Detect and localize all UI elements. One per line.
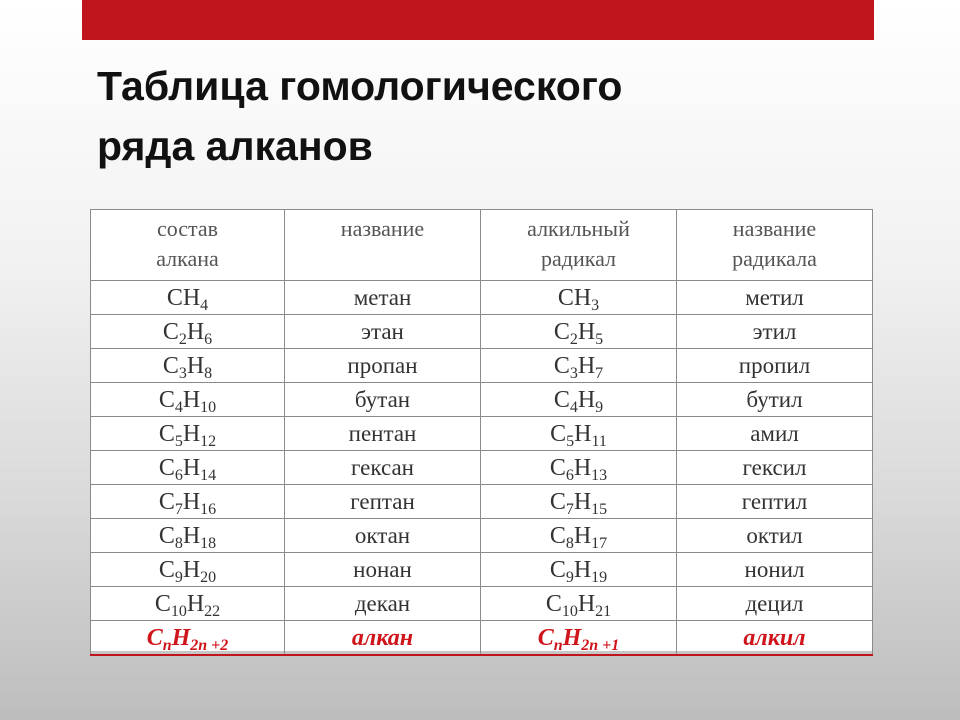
radical-formula-cell <box>481 451 677 485</box>
header-alkyl-radical <box>481 210 677 281</box>
table-row <box>91 485 873 519</box>
hydrogen-index: 7 <box>595 364 604 382</box>
chemical-formula: $C_{10}H_{22}$ <box>154 590 221 620</box>
header-line: радикала <box>732 246 817 271</box>
alkane-formula-cell <box>91 553 285 587</box>
alkane-name-cell: алкан <box>285 621 481 656</box>
alkane-name-cell: нонан <box>285 553 481 587</box>
chemical-formula: $C_6H_{14}$ <box>158 454 217 484</box>
radical-formula-cell <box>481 553 677 587</box>
table-row <box>91 417 873 451</box>
carbon-index: 2 <box>569 330 578 348</box>
general-formula-row <box>91 621 873 656</box>
table-row <box>91 281 873 315</box>
carbon-index: n <box>553 636 563 654</box>
title-line-2: ряда алканов <box>97 123 373 169</box>
carbon-index: 5 <box>566 432 575 450</box>
radical-name-cell: этил <box>677 315 873 349</box>
alkane-name-cell: бутан <box>285 383 481 417</box>
radical-formula-cell <box>481 417 677 451</box>
chemical-formula: $C_5H_{11}$ <box>550 420 607 450</box>
table-row <box>91 315 873 349</box>
hydrogen-index: 8 <box>204 364 213 382</box>
radical-name-cell: децил <box>677 587 873 621</box>
header-alkane-composition <box>91 210 285 281</box>
alkane-formula-cell <box>91 281 285 315</box>
hydrogen-index: 2n +1 <box>581 636 620 654</box>
hydrogen-index: 15 <box>591 500 608 518</box>
carbon-index: 10 <box>561 602 578 620</box>
chemical-formula: $C_4H_{10}$ <box>158 386 217 416</box>
radical-formula-cell <box>481 315 677 349</box>
table-row <box>91 349 873 383</box>
table-row <box>91 553 873 587</box>
chemical-formula: $C_nH_{2n +1}$ <box>537 624 620 654</box>
alkane-table-container <box>90 209 872 654</box>
carbon-index: 7 <box>565 500 574 518</box>
alkane-formula-cell <box>91 587 285 621</box>
carbon-index: 7 <box>174 500 183 518</box>
alkane-name-cell: гексан <box>285 451 481 485</box>
chemical-formula: $C_{10}H_{21}$ <box>545 590 612 620</box>
alkane-name-cell: пентан <box>285 417 481 451</box>
table-header-row <box>91 210 873 281</box>
hydrogen-index: 19 <box>591 568 608 586</box>
alkane-name-cell: декан <box>285 587 481 621</box>
header-line: алкильный <box>527 216 630 241</box>
hydrogen-index: 5 <box>595 330 604 348</box>
hydrogen-index: 13 <box>591 466 608 484</box>
radical-formula-cell <box>481 621 677 656</box>
alkane-formula-cell <box>91 621 285 656</box>
alkane-name-cell: метан <box>285 281 481 315</box>
carbon-index: 4 <box>569 398 578 416</box>
table-row <box>91 383 873 417</box>
carbon-index: 6 <box>174 466 183 484</box>
radical-name-cell: амил <box>677 417 873 451</box>
carbon-index: 9 <box>565 568 574 586</box>
radical-name-cell: гептил <box>677 485 873 519</box>
table-row <box>91 587 873 621</box>
alkane-formula-cell <box>91 519 285 553</box>
chemical-formula: $C_7H_{16}$ <box>158 488 217 518</box>
hydrogen-index: 21 <box>595 602 612 620</box>
chemical-formula: $C_5H_{12}$ <box>158 420 217 450</box>
carbon-index: 6 <box>565 466 574 484</box>
hydrogen-index: 22 <box>204 602 221 620</box>
hydrogen-index: 6 <box>204 330 213 348</box>
hydrogen-index: 14 <box>200 466 217 484</box>
radical-name-cell: метил <box>677 281 873 315</box>
header-line: название <box>732 216 817 241</box>
hydrogen-index: 20 <box>200 568 217 586</box>
hydrogen-index: 3 <box>591 296 600 314</box>
slide-title <box>97 56 857 176</box>
alkane-formula-cell <box>91 451 285 485</box>
radical-formula-cell <box>481 383 677 417</box>
alkane-name-cell: этан <box>285 315 481 349</box>
alkane-formula-cell <box>91 315 285 349</box>
alkane-name-cell: гептан <box>285 485 481 519</box>
top-accent-bar <box>82 0 874 40</box>
chemical-formula: $C_2H_5$ <box>553 318 604 348</box>
alkane-homologous-table <box>90 209 873 656</box>
carbon-index: 2 <box>178 330 187 348</box>
chemical-formula: $C_4H_9$ <box>553 386 604 416</box>
chemical-formula: $C_3H_7$ <box>553 352 604 382</box>
alkane-formula-cell <box>91 485 285 519</box>
chemical-formula: $C_7H_{15}$ <box>549 488 608 518</box>
header-alkane-name <box>285 210 481 281</box>
radical-name-cell: октил <box>677 519 873 553</box>
radical-formula-cell <box>481 485 677 519</box>
table-row <box>91 451 873 485</box>
alkane-formula-cell <box>91 349 285 383</box>
header-line: состав <box>156 216 219 241</box>
radical-formula-cell <box>481 519 677 553</box>
chemical-formula: $C_8H_{18}$ <box>158 522 217 552</box>
hydrogen-index: 4 <box>200 296 209 314</box>
radical-formula-cell <box>481 349 677 383</box>
hydrogen-index: 12 <box>200 432 217 450</box>
table-row <box>91 519 873 553</box>
carbon-index: 3 <box>178 364 187 382</box>
chemical-formula: $C_nH_{2n +2}$ <box>146 624 229 654</box>
hydrogen-index: 2n +2 <box>190 636 229 654</box>
chemical-formula: $C_9H_{20}$ <box>158 556 217 586</box>
chemical-formula: $C_2H_6$ <box>162 318 213 348</box>
hydrogen-index: 16 <box>200 500 217 518</box>
header-line: радикал <box>540 246 617 271</box>
radical-name-cell: гексил <box>677 451 873 485</box>
chemical-formula: $CH_3$ <box>557 284 600 314</box>
carbon-index: 8 <box>174 534 183 552</box>
carbon-index: n <box>162 636 172 654</box>
hydrogen-index: 10 <box>200 398 217 416</box>
chemical-formula: $CH_4$ <box>166 284 209 314</box>
header-radical-name <box>677 210 873 281</box>
alkane-formula-cell <box>91 417 285 451</box>
alkane-name-cell: октан <box>285 519 481 553</box>
alkane-formula-cell <box>91 383 285 417</box>
carbon-index: 8 <box>565 534 574 552</box>
radical-name-cell: пропил <box>677 349 873 383</box>
hydrogen-index: 17 <box>591 534 608 552</box>
radical-name-cell: бутил <box>677 383 873 417</box>
carbon-index: 4 <box>174 398 183 416</box>
chemical-formula: $C_3H_8$ <box>162 352 213 382</box>
carbon-index: 9 <box>174 568 183 586</box>
chemical-formula: $C_6H_{13}$ <box>549 454 608 484</box>
title-line-1: Таблица гомологического <box>97 63 623 109</box>
radical-formula-cell <box>481 281 677 315</box>
alkane-name-cell: пропан <box>285 349 481 383</box>
radical-name-cell: алкил <box>677 621 873 656</box>
radical-name-cell: нонил <box>677 553 873 587</box>
hydrogen-index: 18 <box>200 534 217 552</box>
header-line: алкана <box>156 246 219 271</box>
chemical-formula: $C_8H_{17}$ <box>549 522 608 552</box>
radical-formula-cell <box>481 587 677 621</box>
carbon-index: 10 <box>170 602 187 620</box>
carbon-index: 3 <box>569 364 578 382</box>
carbon-index: 5 <box>174 432 183 450</box>
hydrogen-index: 11 <box>591 432 607 450</box>
header-line: название <box>340 216 425 241</box>
chemical-formula: $C_9H_{19}$ <box>549 556 608 586</box>
hydrogen-index: 9 <box>595 398 604 416</box>
